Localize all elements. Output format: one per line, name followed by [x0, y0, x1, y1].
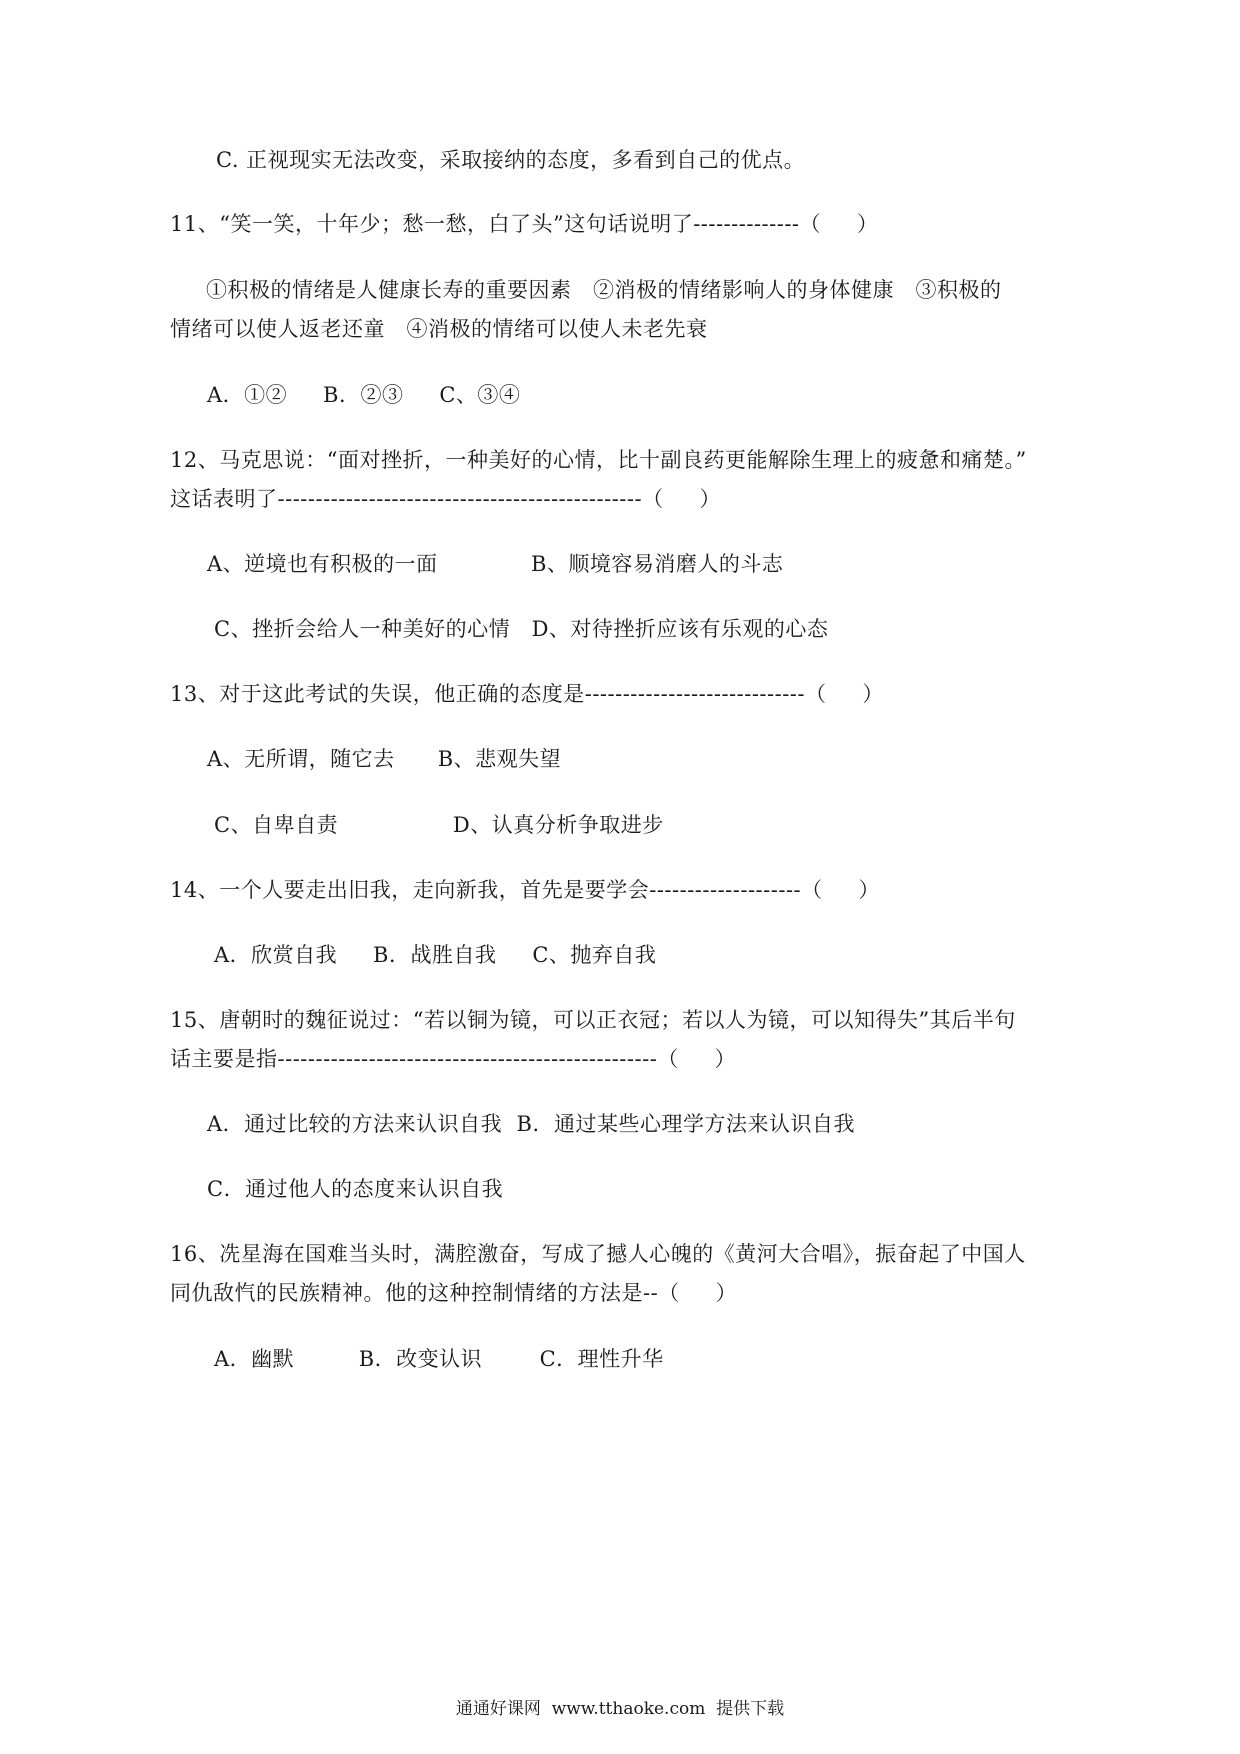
- question-15-stem-cont: 话主要是指--------------------------------------------------（ ）: [170, 1047, 737, 1071]
- question-12-options-cd: C、挫折会给人一种美好的心情 D、对待挫折应该有乐观的心态: [214, 617, 829, 641]
- question-12-options-ab: A、逆境也有积极的一面 B、顺境容易消磨人的斗志: [207, 552, 784, 576]
- question-14-options: A．欣赏自我 B．战胜自我 C、抛弃自我: [214, 943, 657, 967]
- option-line: C. 正视现实无法改变，采取接纳的态度，多看到自己的优点。: [216, 148, 806, 172]
- question-12-stem: 12、马克思说：“面对挫折，一种美好的心情，比十副良药更能解除生理上的疲惫和痛楚。”: [170, 448, 1027, 472]
- question-15-option-c: C．通过他人的态度来认识自我: [207, 1177, 504, 1201]
- question-13-stem: 13、对于这此考试的失误，他正确的态度是-----------------------------（ ）: [170, 682, 884, 706]
- question-16-stem-cont: 同仇敌忾的民族精神。他的这种控制情绪的方法是--（ ）: [170, 1281, 738, 1305]
- question-11-statements-cont: 情绪可以使人返老还童 ④消极的情绪可以使人未老先衰: [170, 317, 708, 341]
- question-15-options-ab: A．通过比较的方法来认识自我 B．通过某些心理学方法来认识自我: [207, 1112, 855, 1136]
- question-11-statements: ①积极的情绪是人健康长寿的重要因素 ②消极的情绪影响人的身体健康 ③积极的: [206, 278, 1002, 302]
- question-11-stem: 11、“笑一笑，十年少；愁一愁，白了头”这句话说明了--------------（ ）: [170, 212, 879, 236]
- question-12-stem-cont: 这话表明了------------------------------------------------（ ）: [170, 487, 721, 511]
- question-13-options-ab: A、无所谓，随它去 B、悲观失望: [207, 747, 562, 771]
- question-14-stem: 14、一个人要走出旧我，走向新我，首先是要学会--------------------（ ）: [170, 878, 881, 902]
- question-15-stem: 15、唐朝时的魏征说过：“若以铜为镜，可以正衣冠；若以人为镜，可以知得失”其后半句: [170, 1008, 1016, 1032]
- question-16-stem: 16、冼星海在国难当头时，满腔激奋，写成了撼人心魄的《黄河大合唱》，振奋起了中国人: [170, 1242, 1026, 1266]
- page-footer: 通通好课网 www.tthaoke.com 提供下载: [455, 1699, 785, 1719]
- question-13-options-cd: C、自卑自责 D、认真分析争取进步: [214, 813, 664, 837]
- question-16-options: A．幽默 B．改变认识 C．理性升华: [214, 1347, 664, 1371]
- question-11-options: A．①② B．②③ C、③④: [207, 383, 521, 407]
